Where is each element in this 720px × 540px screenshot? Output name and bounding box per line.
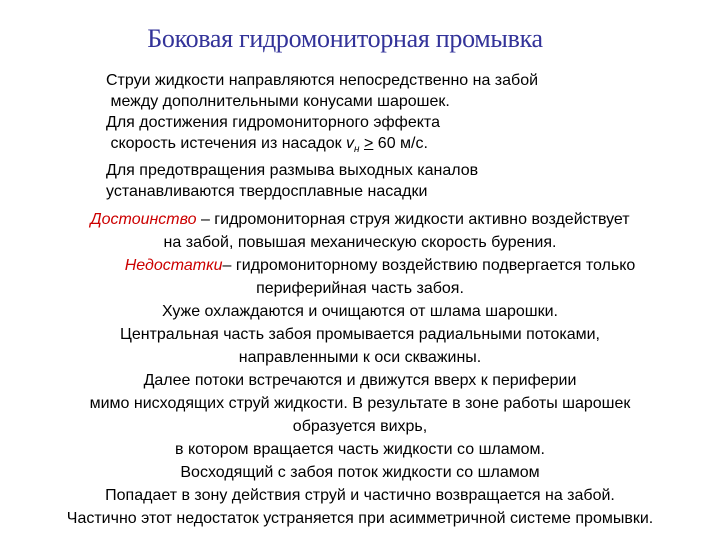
velocity-suffix: 60 м/с. bbox=[373, 135, 428, 152]
disadvantages-line bbox=[0, 254, 720, 277]
body-line: в котором вращается часть жидкости со шламом. bbox=[175, 441, 545, 458]
advantages-label: Достоинство bbox=[90, 211, 197, 228]
intro-line: Для предотвращения размыва выходных каналов bbox=[106, 162, 479, 180]
advantages-text: – гидромониторная струя жидкости активно воздействует bbox=[196, 211, 630, 228]
body-line: Далее потоки встречаются и движутся вверх к периферии bbox=[143, 372, 577, 389]
intro-block bbox=[106, 70, 666, 202]
intro-line: между дополнительными конусами шарошек. bbox=[106, 93, 450, 110]
body-line: Восходящий с забоя поток жидкости со шламом bbox=[180, 464, 540, 481]
velocity-symbol: v bbox=[346, 135, 355, 152]
slide-title bbox=[0, 24, 720, 54]
velocity-operator: > bbox=[364, 135, 374, 152]
intro-line-velocity bbox=[106, 133, 666, 160]
body-line: Частично этот недостаток устраняется при асимметричной системе промывки. bbox=[66, 510, 654, 527]
body-line: Хуже охлаждаются и очищаются от шлама шарошки. bbox=[162, 303, 558, 320]
disadvantages-text: – гидромониторному воздействию подвергается только bbox=[222, 257, 636, 274]
body-line: Попадает в зону действия струй и частично возвращается на забой. bbox=[105, 487, 615, 504]
body-line: мимо нисходящих струй жидкости. В результате в зоне работы шарошек bbox=[89, 395, 631, 412]
disadvantages-line-2: периферийная часть забоя. bbox=[256, 280, 464, 297]
slide-title-text: Боковая гидромониторная промывка bbox=[147, 24, 543, 53]
intro-line: Для достижения гидромониторного эффекта bbox=[106, 114, 440, 131]
advantages-line bbox=[0, 208, 720, 231]
body-line: Центральная часть забоя промывается радиальными потоками, bbox=[119, 326, 600, 343]
disadvantages-label: Недостатки bbox=[124, 257, 223, 274]
body-line: направленными к оси скважины. bbox=[238, 349, 482, 366]
intro-line: Струи жидкости направляются непосредственно на забой bbox=[106, 72, 539, 89]
velocity-subscript: н bbox=[354, 144, 360, 156]
velocity-prefix: скорость истечения из насадок bbox=[106, 135, 347, 152]
advantages-line-2: на забой, повышая механическую скорость бурения. bbox=[163, 234, 557, 251]
main-text-block bbox=[0, 208, 720, 530]
body-line: образуется вихрь, bbox=[292, 418, 428, 435]
intro-line: устанавливаются твердосплавные насадки bbox=[106, 183, 428, 201]
